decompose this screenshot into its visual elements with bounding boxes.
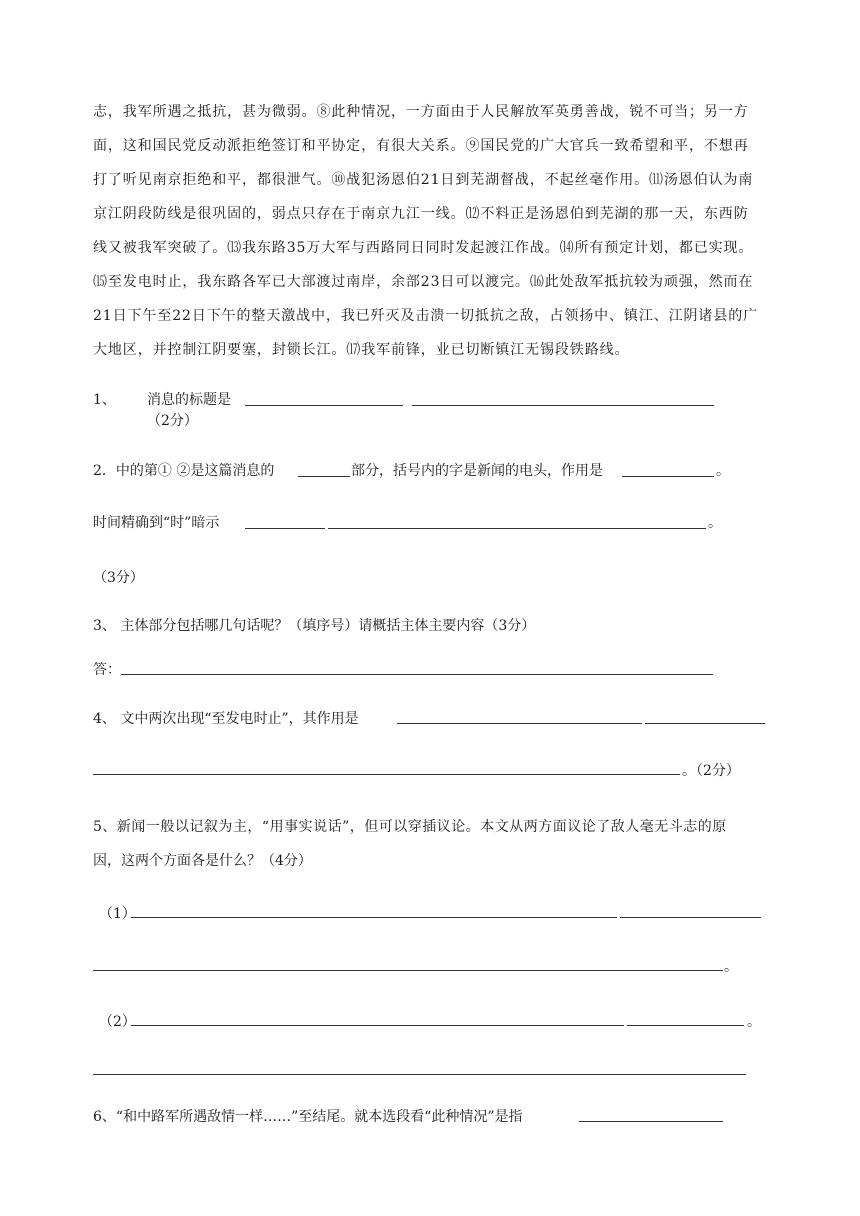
- answer-blank[interactable]: [645, 723, 765, 724]
- answer-blank[interactable]: [131, 917, 617, 918]
- question-text: 6、“和中路军所遇敌情一样……”至结尾。就本选段看“此种情况”是指: [93, 1109, 523, 1125]
- answer-blank[interactable]: [131, 1025, 624, 1026]
- question-text: 部分，括号内的字是新闻的电头，作用是: [351, 463, 603, 479]
- question-text: 3、 主体部分包括哪几句话呢？（填序号）请概括主体主要内容（3分）: [93, 618, 536, 634]
- punctuation: 。: [747, 1014, 761, 1030]
- passage-line: 大地区，并控制江阴要塞，封锁长江。⒄我军前锋，业已切断镇江无锡段铁路线。: [93, 342, 630, 358]
- passage-line: 线又被我军突破了。⒀我东路35万大军与西路同日同时发起渡江作战。⒁所有预定计划，都已实现。: [93, 240, 754, 256]
- question-text: 时间精确到“时”暗示: [93, 515, 220, 531]
- answer-blank[interactable]: [579, 1121, 723, 1122]
- answer-blank[interactable]: [412, 405, 714, 406]
- item-label: （2）: [99, 1014, 136, 1030]
- punctuation: 。: [708, 515, 722, 531]
- passage-line: 打了听见南京拒绝和平，都很泄气。⑩战犯汤恩伯21日到芜湖督战，不起丝毫作用。⑾汤恩伯认为南: [93, 172, 754, 188]
- passage-line: 21日下午至22日下午的整天激战中，我已歼灭及击溃一切抵抗之敌，占领扬中、镇江、江阴诸县的广: [93, 308, 759, 324]
- question-number: 1、: [93, 392, 116, 408]
- question-score: 。（2分）: [682, 763, 740, 779]
- answer-blank[interactable]: [397, 723, 642, 724]
- answer-blank[interactable]: [622, 476, 714, 477]
- question-score: （2分）: [147, 413, 198, 429]
- answer-blank[interactable]: [93, 774, 680, 775]
- question-text: 4、 文中两次出现“至发电时止”，其作用是: [93, 711, 359, 727]
- answer-blank[interactable]: [328, 528, 706, 529]
- answer-blank[interactable]: [93, 1074, 746, 1075]
- answer-label: 答：: [93, 662, 121, 678]
- answer-blank[interactable]: [298, 476, 350, 477]
- question-text: 消息的标题是: [147, 392, 231, 408]
- punctuation: 。: [724, 959, 738, 975]
- question-text: 因，这两个方面各是什么？（4分）: [93, 853, 312, 869]
- answer-blank[interactable]: [93, 970, 723, 971]
- item-label: （1）: [99, 906, 136, 922]
- answer-blank[interactable]: [245, 528, 325, 529]
- question-text: 2．中的第① ②是这篇消息的: [93, 463, 275, 479]
- passage-line: 面，这和国民党反动派拒绝签订和平协定，有很大关系。⑨国民党的广大官兵一致希望和平，不想再: [93, 138, 749, 154]
- punctuation: 。: [716, 463, 730, 479]
- answer-blank[interactable]: [627, 1025, 744, 1026]
- answer-blank[interactable]: [245, 405, 403, 406]
- passage-line: 志，我军所遇之抵抗，甚为微弱。⑧此种情况，一方面由于人民解放军英勇善战，锐不可当；另一方: [93, 104, 749, 120]
- passage-line: 京江阴段防线是很巩固的，弱点只存在于南京九江一线。⑿不料正是汤恩伯到芜湖的那一天，东西防: [93, 206, 749, 222]
- passage-line: ⒂至发电时止，我东路各军已大部渡过南岸，余部23日可以渡完。⒃此处敌军抵抗较为顽强，然而在: [93, 274, 754, 290]
- question-text: 5、新闻一般以记叙为主，“用事实说话”，但可以穿插议论。本文从两方面议论了敌人毫无斗志的原: [93, 819, 727, 835]
- question-score: （3分）: [93, 570, 144, 586]
- answer-blank[interactable]: [620, 917, 761, 918]
- answer-blank[interactable]: [121, 674, 713, 675]
